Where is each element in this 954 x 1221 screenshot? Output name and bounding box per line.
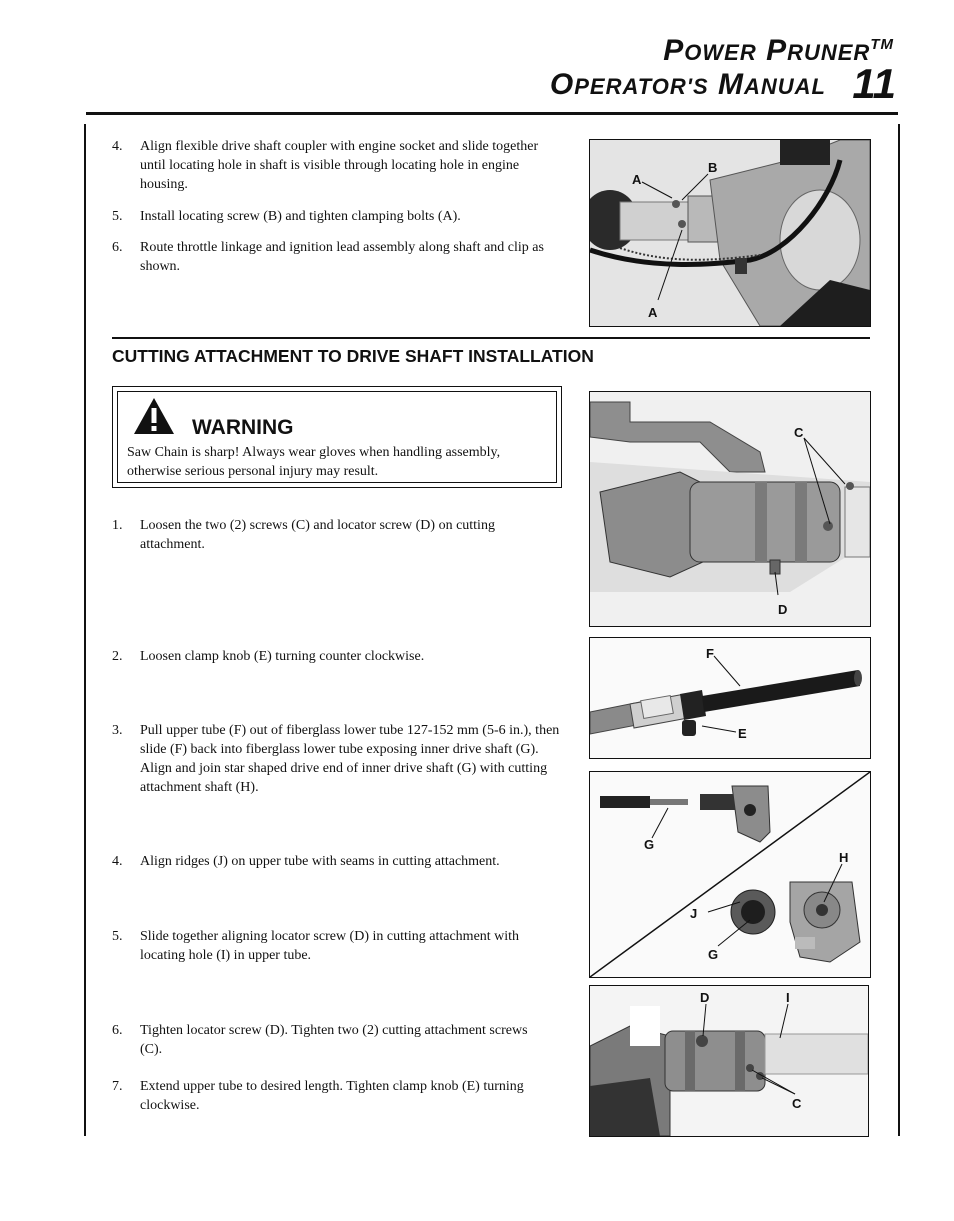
label-g-bottom: G: [708, 947, 719, 962]
figure-cutting-attachment-screws: [589, 391, 871, 627]
manual-title-line2: OPERATOR'S MANUAL: [549, 68, 826, 101]
label-d-assembled: D: [700, 990, 710, 1005]
figure-engine-coupler: [589, 139, 871, 327]
right-margin-rule: [898, 124, 900, 1136]
section-title: CUTTING ATTACHMENT TO DRIVE SHAFT INSTALLATION: [112, 346, 594, 366]
header-rule: [86, 112, 898, 115]
figure-assembled-tube: [589, 985, 869, 1137]
label-g-top: G: [644, 837, 655, 852]
warning-text: Saw Chain is sharp! Always wear gloves when handling assembly, otherwise serious personal injury may result.: [127, 445, 501, 479]
label-i: I: [786, 990, 790, 1005]
label-c-assembled: C: [792, 1096, 802, 1111]
warning-box: [112, 386, 562, 488]
label-c: C: [794, 425, 804, 440]
label-e: E: [738, 726, 747, 741]
label-h: H: [839, 850, 849, 865]
label-b: B: [708, 160, 718, 175]
section-rule: [112, 337, 870, 339]
label-j: J: [690, 906, 698, 921]
left-margin-rule: [84, 124, 86, 1136]
figure-drive-shaft-alignment: [589, 771, 871, 978]
label-f: F: [706, 646, 714, 661]
page-number: 11: [852, 60, 896, 107]
warning-triangle-icon: [132, 396, 176, 436]
figure-upper-tube-clamp: [589, 637, 871, 759]
manual-title-line1: POWER PRUNER™: [663, 34, 894, 67]
label-a-bottom: A: [648, 305, 658, 320]
label-a-top: A: [632, 172, 642, 187]
label-d: D: [778, 602, 788, 617]
warning-title: WARNING: [192, 416, 294, 439]
